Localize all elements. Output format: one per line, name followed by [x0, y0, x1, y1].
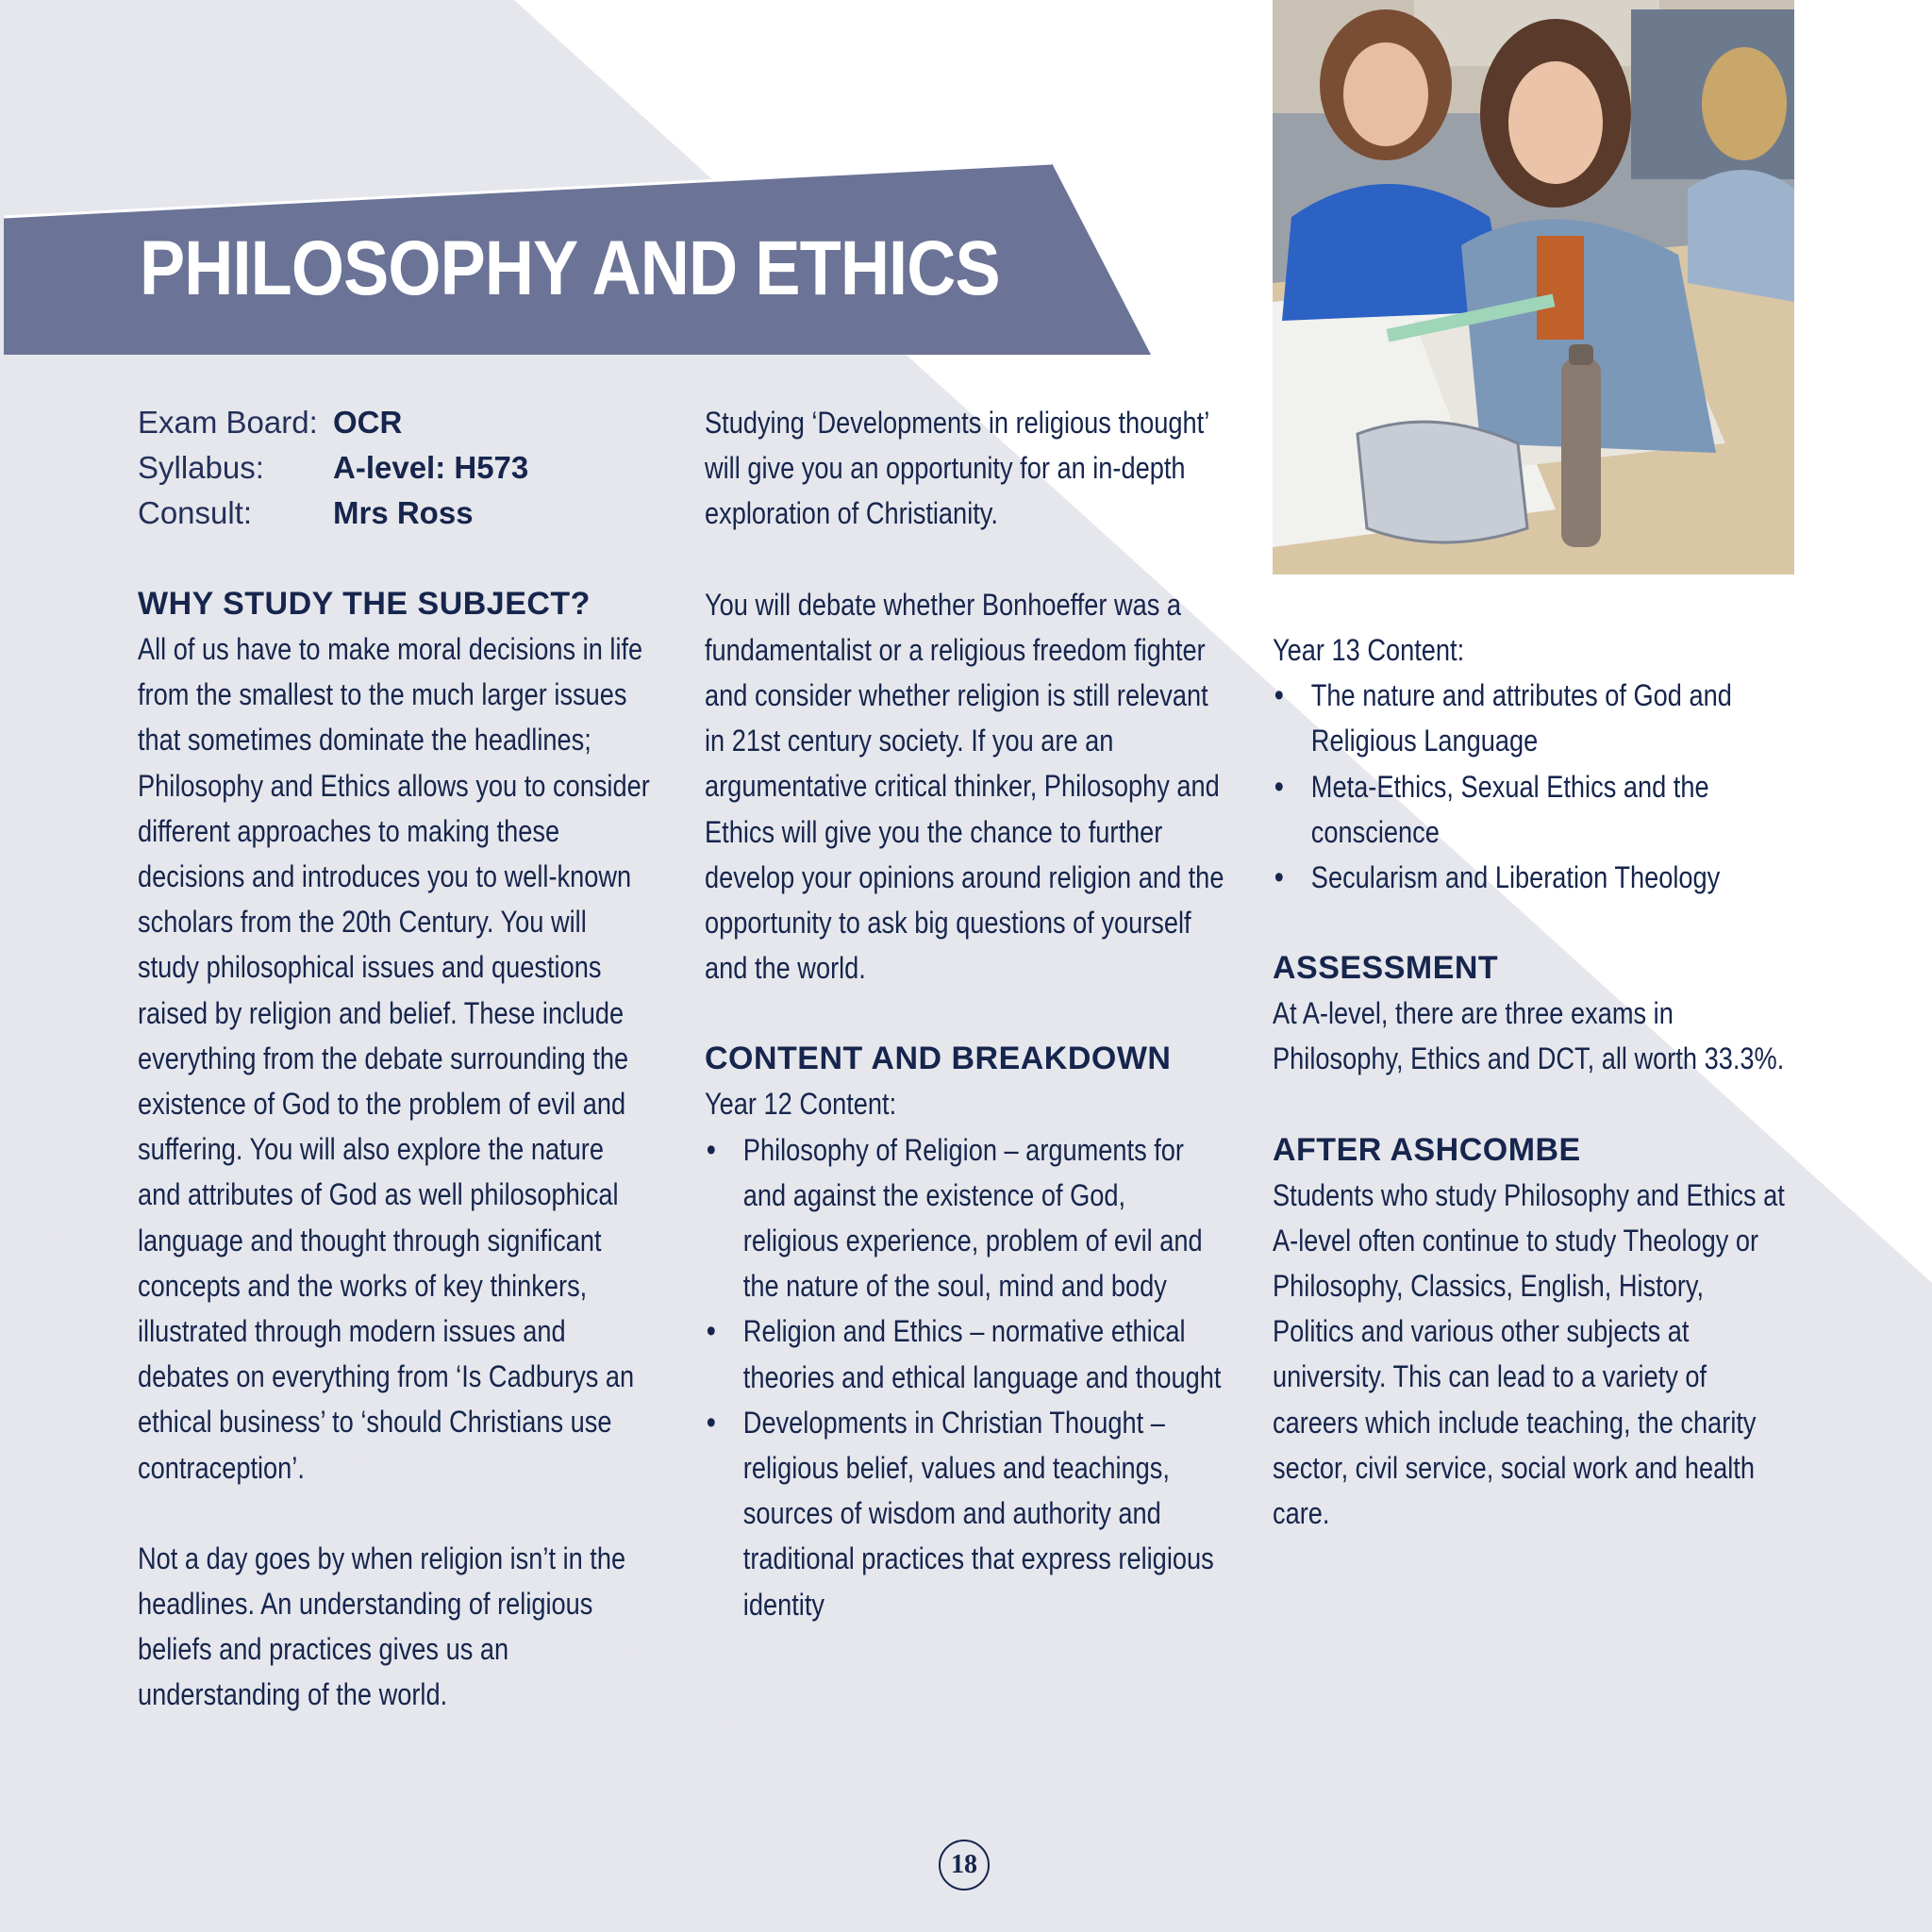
list-item: • Meta-Ethics, Sexual Ethics and the conscience [1273, 764, 1786, 855]
middle-paragraph: Studying ‘Developments in religious thought’ will give you an opportunity for an in-depth exploration of Christianity. [705, 406, 1209, 531]
list-item: • Philosophy of Religion – arguments for and against the existence of God, religious experience, problem of evil and the nature of the soul, mind and body [705, 1127, 1226, 1309]
meta-label: Exam Board: [138, 405, 318, 440]
meta-label: Consult: [138, 495, 253, 530]
assessment-heading: ASSESSMENT [1273, 950, 1499, 987]
meta-value: OCR [333, 405, 403, 440]
after-ashcombe-text: Students who study Philosophy and Ethics at A-level often continue to study Theology or Philosophy, Classics, English, History, Politics and various other subjects at university. This can lead to a variety of careers which include teaching, the charity sector, civil service, social work and health care. [1273, 1177, 1785, 1531]
page-title: PHILOSOPHY AND ETHICS [140, 225, 1000, 311]
list-item: • Developments in Christian Thought – religious belief, values and teachings, sources of wisdom and authority and traditional practices that express religious identity [705, 1400, 1226, 1627]
meta-label: Syllabus: [138, 450, 264, 485]
list-item: • The nature and attributes of God and Religious Language [1273, 673, 1786, 763]
content-breakdown-heading: CONTENT AND BREAKDOWN [705, 1041, 1172, 1077]
column-right [1273, 627, 1890, 1536]
year13-list [1273, 673, 1786, 900]
why-study-heading: WHY STUDY THE SUBJECT? [138, 586, 591, 622]
year13-label: Year 13 Content: [1273, 633, 1465, 667]
meta-row-consult [138, 491, 528, 536]
year12-list [705, 1127, 1226, 1627]
page-number: 18 [939, 1840, 990, 1890]
list-item: • Religion and Ethics – normative ethical theories and ethical language and thought [705, 1308, 1226, 1399]
course-meta [138, 400, 528, 536]
after-ashcombe-heading: AFTER ASHCOMBE [1273, 1131, 1581, 1168]
list-item: • Secularism and Liberation Theology [1273, 855, 1786, 900]
students-photo [1273, 0, 1794, 575]
meta-row-syllabus [138, 445, 528, 491]
why-study-paragraph: Not a day goes by when religion isn’t in the headlines. An understanding of religious beliefs and practices gives us an understanding of the world. [138, 1541, 626, 1712]
column-left [138, 400, 756, 1718]
middle-paragraph: You will debate whether Bonhoeffer was a fundamentalist or a religious freedom fighter and consider whether religion is still relevant in 21st century society. If you are an argumentative critical thinker, Philosophy and Ethics will give you the chance to further develop your opinions around religion and the opportunity to ask big questions of yourself and the world. [705, 587, 1224, 986]
meta-value: Mrs Ross [333, 495, 474, 530]
meta-row-exam-board [138, 400, 528, 445]
column-middle [705, 400, 1323, 1627]
why-study-paragraph: All of us have to make moral decisions in life from the smallest to the much larger issues that sometimes dominate the headlines; Philosophy and Ethics allows you to consider different approaches to making these decisions and introduces you to well-known scholars from the 20th Century. You will study philosophical issues and questions raised by religion and belief. These include everything from the debate surrounding the existence of God to the problem of evil and suffering. You will also explore the nature and attributes of God as well philosophical language and thought through significant concepts and the works of key thinkers, illustrated through modern issues and debates on everything from ‘Is Cadburys an ethical business’ to ‘should Christians use contraception’. [138, 632, 650, 1485]
assessment-text: At A-level, there are three exams in Philosophy, Ethics and DCT, all worth 33.3%. [1273, 996, 1785, 1076]
year12-label: Year 12 Content: [705, 1087, 897, 1122]
meta-value: A-level: H573 [333, 450, 529, 485]
